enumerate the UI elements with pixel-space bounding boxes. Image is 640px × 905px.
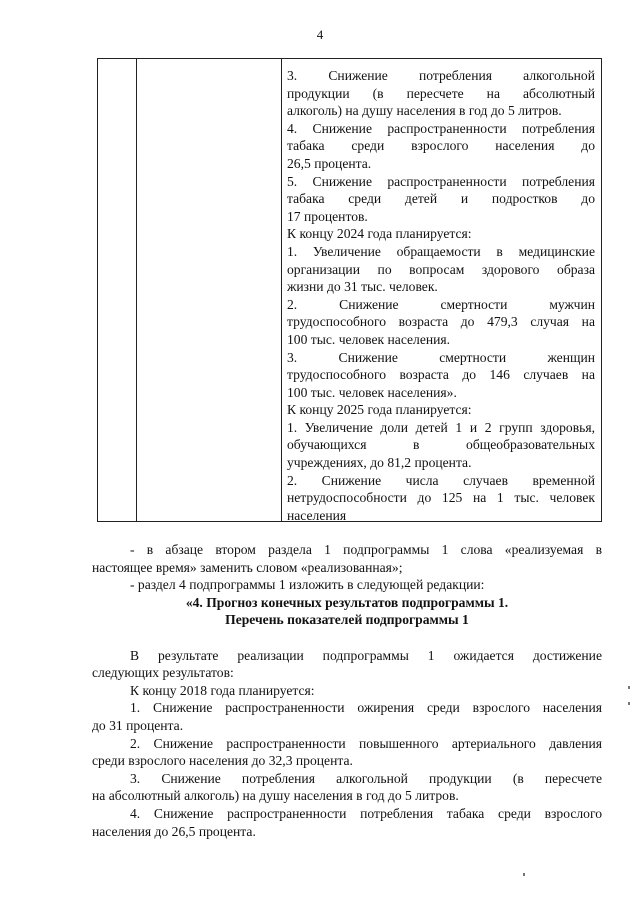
body-text-line: населения до 26,5 процента. xyxy=(92,823,256,839)
results-table xyxy=(97,58,602,522)
table-text-line: 2. Снижение числа случаев временной xyxy=(287,472,595,488)
body-text-line: до 31 процента. xyxy=(92,717,184,733)
body-text-line: 1. Снижение распространенности ожирения среди взрослого населения xyxy=(130,700,602,716)
table-text-line: 2. Снижение смертности мужчин xyxy=(287,296,595,312)
table-text-line: 1. Увеличение обращаемости в медицинские xyxy=(287,243,595,259)
body-text-line: К концу 2018 года планируется: xyxy=(130,682,315,698)
table-text-line: 5. Снижение распространенности потребления xyxy=(287,173,595,189)
table-text-line: алкоголь) на душу населения в год до 5 литров. xyxy=(287,103,562,119)
body-text-line: следующих результатов: xyxy=(92,665,234,681)
body-text-line: - раздел 4 подпрограммы 1 изложить в следующей редакции: xyxy=(130,577,485,593)
table-text-line: 3. Снижение потребления алкогольной xyxy=(287,68,595,83)
table-text-line: 3. Снижение смертности женщин xyxy=(287,349,595,365)
table-text-line: 26,5 процента. xyxy=(287,155,372,171)
table-text-line: табака среди детей и подростков до xyxy=(287,191,595,207)
page-number: 4 xyxy=(316,27,324,42)
table-text-line: учреждениях, до 81,2 процента. xyxy=(287,455,472,471)
body-text-line xyxy=(92,629,602,647)
table-text-line: жизни до 31 тыс. человек. xyxy=(287,279,438,295)
body-text-line: среди взрослого населения до 32,3 процента. xyxy=(92,753,353,769)
body-text-line: В результате реализации подпрограммы 1 ожидается достижение xyxy=(130,647,602,663)
table-text-line: организации по вопросам здорового образа xyxy=(287,261,595,277)
table-text-line: 1. Увеличение доли детей 1 и 2 групп здоровья, xyxy=(287,419,595,435)
scan-speck xyxy=(628,702,630,705)
table-text-line: населения xyxy=(287,507,347,523)
table-text-line: 100 тыс. человек населения». xyxy=(287,384,457,400)
scan-speck xyxy=(628,686,630,689)
body-text-line: 3. Снижение потребления алкогольной продукции (в пересчете xyxy=(130,770,602,786)
table-text-line: трудоспособного возраста до 479,3 случая на xyxy=(287,314,595,330)
table-text-line: нетрудоспособности до 125 на 1 тыс. человек xyxy=(287,490,595,506)
table-text-line: трудоспособного возраста до 146 случаев на xyxy=(287,367,595,383)
table-column-divider xyxy=(281,59,282,521)
table-text-line: К концу 2024 года планируется: xyxy=(287,226,472,242)
table-text-line: 100 тыс. человек населения. xyxy=(287,331,451,347)
body-text-line: на абсолютный алкоголь) на душу населения в год до 5 литров. xyxy=(92,788,459,804)
body-text-line: - в абзаце втором раздела 1 подпрограммы 1 слова «реализуемая в xyxy=(130,542,602,557)
body-text-line: 2. Снижение распространенности повышенного артериального давления xyxy=(130,735,602,751)
table-text-line: К концу 2025 года планируется: xyxy=(287,402,472,418)
section-heading-line: Перечень показателей подпрограммы 1 xyxy=(225,612,469,628)
table-column-divider xyxy=(136,59,137,521)
body-text-line: 4. Снижение распространенности потребления табака среди взрослого xyxy=(130,805,602,821)
table-cell-results-text xyxy=(287,67,595,524)
table-text-line: 17 процентов. xyxy=(287,208,368,224)
section-heading-line: «4. Прогноз конечных результатов подпрограммы 1. xyxy=(185,594,509,610)
document-body xyxy=(92,541,602,840)
body-text-line: настоящее время» заменить словом «реализованная»; xyxy=(92,559,403,575)
table-text-line: 4. Снижение распространенности потребления xyxy=(287,120,595,136)
table-text-line: продукции (в пересчете на абсолютный xyxy=(287,85,595,101)
table-text-line: обучающихся в общеобразовательных xyxy=(287,437,595,453)
table-text-line: табака среди взрослого населения до xyxy=(287,138,595,154)
scan-speck xyxy=(523,873,525,876)
